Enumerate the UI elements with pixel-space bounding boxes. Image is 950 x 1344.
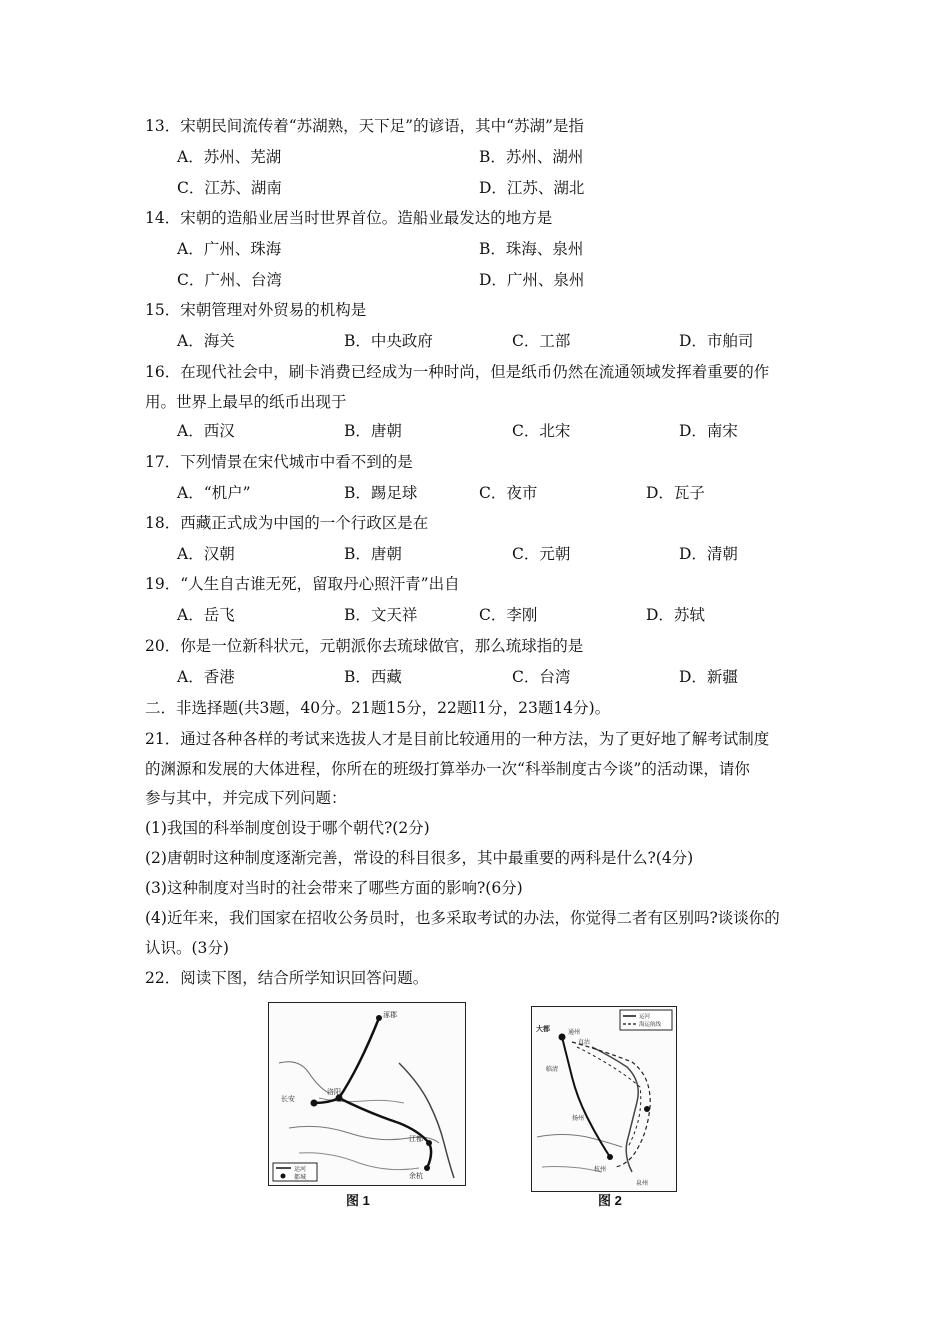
fig1-legend-capital: 都城 xyxy=(294,1175,307,1181)
fig1-label-zhuojun: 涿郡 xyxy=(383,1012,397,1019)
figure-2-map xyxy=(531,1006,677,1192)
fig1-legend-canal: 运河 xyxy=(294,1167,307,1173)
q21-part4-line2: 认识。(3分) xyxy=(145,939,229,957)
q21-part4-line1: (4)近年来，我们国家在招收公务员时，也多采取考试的办法，你觉得二者有区别吗?谈谈你的 xyxy=(145,909,780,927)
q13-stem: 13．宋朝民间流传着“苏湖熟，天下足”的谚语，其中“苏湖”是指 xyxy=(145,117,584,135)
q20-stem: 20．你是一位新科状元，元朝派你去琉球做官，那么琉球指的是 xyxy=(145,637,584,655)
q17-option-c: C．夜市 xyxy=(479,484,538,502)
q21-stem-line2: 的渊源和发展的大体进程，你所在的班级打算举办一次“科举制度古今谈”的活动课，请你 xyxy=(145,760,750,778)
q13-option-b: B．苏州、湖州 xyxy=(479,148,584,166)
q19-stem: 19．“人生自古谁无死，留取丹心照汗青”出自 xyxy=(145,575,460,593)
q14-stem: 14．宋朝的造船业居当时世界首位。造船业最发达的地方是 xyxy=(145,209,553,227)
figure-2-map-drawing xyxy=(532,1007,676,1191)
q20-option-c: C．台湾 xyxy=(512,668,571,686)
q16-option-c: C．北宋 xyxy=(512,422,571,440)
q17-option-a: A．“机户” xyxy=(177,484,251,502)
fig2-label-zhigu: 直沽 xyxy=(578,1040,591,1046)
q19-option-b: B．文天祥 xyxy=(344,606,418,624)
q17-option-d: D．瓦子 xyxy=(646,484,705,502)
q15-option-a: A．海关 xyxy=(177,332,235,350)
q19-option-a: A．岳飞 xyxy=(177,606,235,624)
q18-option-d: D．清朝 xyxy=(679,545,738,563)
fig2-legend-sea-route: 海运航线 xyxy=(639,1022,662,1028)
q20-option-a: A．香港 xyxy=(177,668,235,686)
fig1-label-luoyang: 洛阳 xyxy=(327,1089,341,1096)
q18-option-c: C．元朝 xyxy=(512,545,571,563)
fig2-label-linqing: 临清 xyxy=(546,1067,559,1073)
q16-option-d: D．南宋 xyxy=(679,422,738,440)
q15-option-d: D．市舶司 xyxy=(679,332,754,350)
q14-option-a: A．广州、珠海 xyxy=(177,240,282,258)
q19-option-c: C．李刚 xyxy=(479,606,538,624)
q16-stem-line1: 16．在现代社会中，刷卡消费已经成为一种时尚，但是纸币仍然在流通领域发挥着重要的作 xyxy=(145,363,770,381)
q19-option-d: D．苏轼 xyxy=(646,606,705,624)
q16-stem-line2: 用。世界上最早的纸币出现于 xyxy=(145,393,347,411)
q15-stem: 15．宋朝管理对外贸易的机构是 xyxy=(145,301,367,319)
fig2-legend-canal: 运河 xyxy=(639,1014,651,1020)
fig2-label-tongzhou: 通州 xyxy=(568,1030,581,1036)
q18-option-b: B．唐朝 xyxy=(344,545,402,563)
q18-stem: 18．西藏正式成为中国的一个行政区是在 xyxy=(145,514,429,532)
q14-option-c: C．广州、台湾 xyxy=(177,271,282,289)
figure-1-map-drawing xyxy=(269,1003,465,1185)
q21-part2: (2)唐朝时这种制度逐渐完善，常设的科目很多，其中最重要的两科是什么?(4分) xyxy=(145,849,694,867)
q14-option-b: B．珠海、泉州 xyxy=(479,240,584,258)
fig1-label-jiangdu: 江都 xyxy=(409,1136,423,1143)
q21-stem-line3: 参与其中，并完成下列问题： xyxy=(145,789,347,807)
q20-option-d: D．新疆 xyxy=(679,668,738,686)
q18-option-a: A．汉朝 xyxy=(177,545,235,563)
q15-option-c: C．工部 xyxy=(512,332,571,350)
fig1-label-changan: 长安 xyxy=(281,1096,295,1103)
q16-option-a: A．西汉 xyxy=(177,422,235,440)
q15-option-b: B．中央政府 xyxy=(344,332,433,350)
figure-2-caption: 图 2 xyxy=(598,1193,622,1208)
fig2-label-yangzhou: 扬州 xyxy=(572,1116,585,1122)
q13-option-d: D．江苏、湖北 xyxy=(479,179,585,197)
q20-option-b: B．西藏 xyxy=(344,668,402,686)
figure-1-map xyxy=(268,1002,466,1186)
section2-heading: 二．非选择题(共3题，40分。21题15分，22题l1分，23题14分)。 xyxy=(145,699,611,717)
q13-option-a: A．苏州、芜湖 xyxy=(177,148,282,166)
q21-stem-line1: 21．通过各种各样的考试来选拔人才是目前比较通用的一种方法，为了更好地了解考试制度 xyxy=(145,730,770,748)
q16-option-b: B．唐朝 xyxy=(344,422,402,440)
q14-option-d: D．广州、泉州 xyxy=(479,271,585,289)
q21-part1: (1)我国的科举制度创设于哪个朝代?(2分) xyxy=(145,819,430,837)
q17-option-b: B．踢足球 xyxy=(344,484,418,502)
q17-stem: 17．下列情景在宋代城市中看不到的是 xyxy=(145,453,413,471)
fig2-label-dadu: 大都 xyxy=(536,1026,550,1033)
q21-part3: (3)这种制度对当时的社会带来了哪些方面的影响?(6分) xyxy=(145,879,523,897)
q13-option-c: C．江苏、湖南 xyxy=(177,179,282,197)
q22-stem: 22．阅读下图，结合所学知识回答问题。 xyxy=(145,969,429,987)
fig2-label-quanzhou: 泉州 xyxy=(636,1181,649,1187)
figure-1-caption: 图 1 xyxy=(346,1193,370,1208)
fig2-label-hangzhou: 杭州 xyxy=(594,1167,607,1173)
fig1-label-yuhang: 余杭 xyxy=(409,1173,423,1180)
